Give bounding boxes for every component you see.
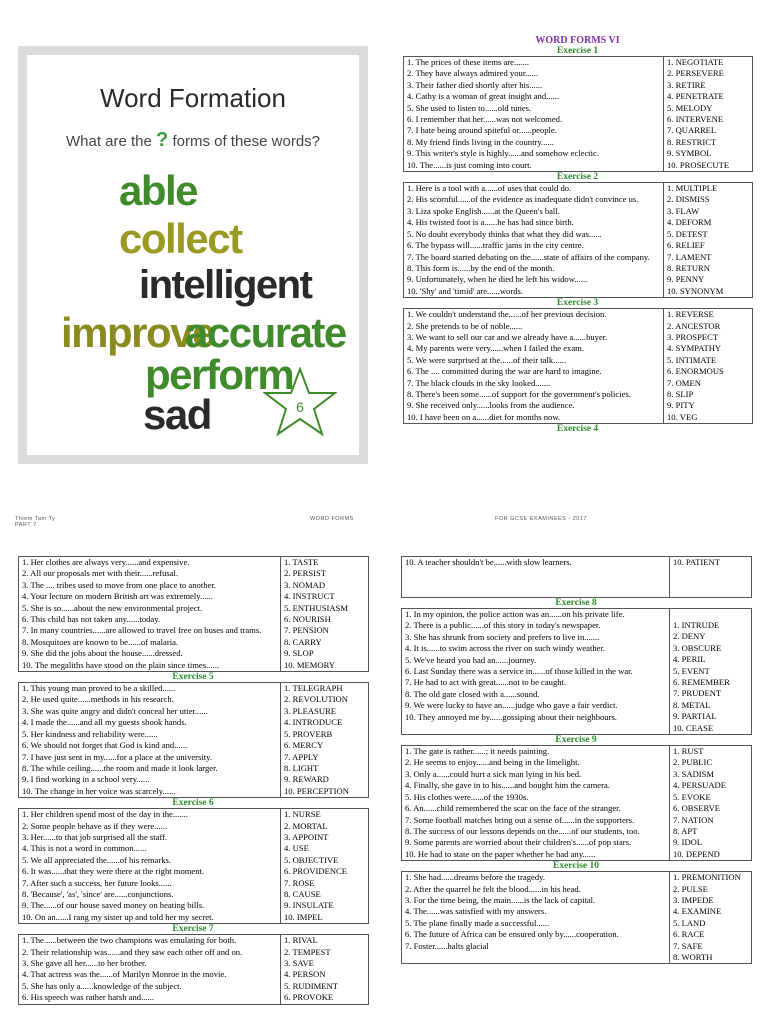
exercise-heading: Exercise 2 <box>556 172 599 183</box>
answer-word: 4. SYMPATHY <box>667 343 722 354</box>
question-item: 10. The change in her voice was scarcely...... <box>22 785 176 796</box>
exercise-table <box>401 556 752 598</box>
exercise-table <box>18 556 369 672</box>
answer-word: 5. LAND <box>673 917 706 928</box>
question-item: 7. He had to act with great......not to be caught. <box>405 677 567 688</box>
answer-word: 6. ENORMOUS <box>667 366 724 377</box>
question-item: 6. I remember that her......was not welcomed. <box>407 114 563 125</box>
question-item: 4. Finally, she gave in to his......and bought him the camera. <box>405 780 610 791</box>
answer-word: 2. PERSIST <box>284 568 327 579</box>
exercise-table <box>403 308 753 424</box>
question-item: 1. Here is a tool with a......of uses that could do. <box>407 183 572 194</box>
answer-cell <box>281 809 369 924</box>
question-item: 9. We were lucky to have an......judge who gave a fair verdict. <box>405 700 618 711</box>
question-item: 6. The bypass will......traffic jams in the city centre. <box>407 240 584 251</box>
answer-word: 4. DEFORM <box>667 217 712 228</box>
answer-cell <box>281 683 369 798</box>
exercise-table <box>18 934 369 1004</box>
question-item: 7. Some football matches bring out a sense of......in the supporters. <box>405 814 635 825</box>
question-item: 3. The .... tribes used to move from one place to another. <box>22 579 216 590</box>
answer-word: 2. TEMPEST <box>284 946 331 957</box>
answer-word: 10. PERCEPTION <box>284 785 349 796</box>
answer-word: 8. RESTRICT <box>667 136 717 147</box>
answer-word: 10. MEMORY <box>284 659 336 670</box>
star-icon <box>263 367 337 437</box>
footer-center: WORD FORMS <box>310 516 354 522</box>
question-item: 6. An......child remembered the scar on the face of the stranger. <box>405 803 621 814</box>
answer-cell <box>664 309 753 424</box>
question-item: 5. His clothes were......of the 1930s. <box>405 791 529 802</box>
answer-cell <box>670 746 752 861</box>
question-item: 7. The board started debating on the......state of affairs of the company. <box>407 251 650 262</box>
question-item: 1. In my opinion, the police action was an......on his private life. <box>405 609 625 619</box>
question-cell <box>404 309 664 424</box>
question-item: 6. His speech was rather harsh and...... <box>22 992 154 1003</box>
worksheet-top-right <box>403 35 752 434</box>
answer-word: 5. PROVERB <box>284 728 333 739</box>
answer-word: 4. PERSON <box>284 969 326 980</box>
question-item: 7. I hate being around spiteful or......people. <box>407 125 557 136</box>
answer-word: 5. ENTHUSIASM <box>284 602 348 613</box>
cover-word-improve: improve <box>61 309 214 356</box>
question-item: 3. She was quite angry and didn't conceal her utter...... <box>22 705 208 716</box>
question-mark-icon: ? <box>156 129 169 151</box>
question-item: 10. A teacher shouldn't be......with slow learners. <box>405 557 572 567</box>
answer-word: 1. RIVAL <box>284 935 318 946</box>
answer-word: 3. SAVE <box>284 958 314 968</box>
answer-word: 7. OMEN <box>667 377 701 388</box>
exercise-heading: Exercise 9 <box>555 735 597 746</box>
cover-word-able: able <box>119 167 198 214</box>
question-item: 2. He used quite......methods in his research. <box>22 694 174 705</box>
question-item: 1. We couldn't understand the......of her previous decision. <box>407 309 607 320</box>
answer-cell <box>670 609 752 735</box>
question-item: 5. We were surprised at the......of their talk...... <box>407 354 567 365</box>
worksheet-bottom-right <box>401 556 751 964</box>
answer-word: 6. REMEMBER <box>673 677 730 688</box>
answer-word: 2. PULSE <box>673 883 708 894</box>
answer-word: 8. CAUSE <box>284 888 321 899</box>
question-item: 1. The prices of these items are....... <box>407 57 530 67</box>
question-cell <box>404 57 664 172</box>
answer-word: 9. REWARD <box>284 774 329 785</box>
question-item: 5. The plane finally made a successful...... <box>405 917 550 928</box>
question-item: 10. 'Shy' and 'timid' are......words. <box>407 285 523 296</box>
question-item: 9. She received only......looks from the audience. <box>407 400 575 411</box>
question-item: 9. I find working in a school very...... <box>22 774 150 785</box>
answer-cell <box>281 557 369 672</box>
answer-word: 6. MERCY <box>284 740 324 751</box>
question-item: 6. The future of Africa can be ensured only by......cooperation. <box>405 929 619 940</box>
question-item: 8. There's been some......of support for the government's policies. <box>407 388 631 399</box>
question-cell <box>402 557 670 598</box>
question-item: 4. My parents were very......when I failed the exam. <box>407 343 584 354</box>
exercise-group-bottom-right <box>401 556 751 964</box>
question-item: 4. That actress was the......of Marilyn Monroe in the movie. <box>22 969 227 980</box>
question-item: 6. This child has not taken any......today. <box>22 614 161 625</box>
question-cell <box>402 746 670 861</box>
answer-word: 4. PERIL <box>673 654 706 665</box>
answer-word: 2. DISMISS <box>667 194 710 205</box>
exercise-table <box>401 745 752 861</box>
question-item: 4. This is not a word in common...... <box>22 843 147 854</box>
answer-cell <box>670 557 752 598</box>
question-cell <box>19 809 281 924</box>
answer-word: 8. RETURN <box>667 262 710 273</box>
answer-word: 8. CARRY <box>284 636 322 647</box>
answer-word: 2. PUBLIC <box>673 757 713 768</box>
question-item: 9. Some parents are worried about their children's......of pop stars. <box>405 837 632 848</box>
answer-word: 1. NURSE <box>284 809 321 820</box>
question-item: 3. Their father died shortly after his...... <box>407 79 543 90</box>
exercise-heading-4: Exercise 4 <box>556 424 599 435</box>
answer-word: 2. DENY <box>673 631 706 642</box>
question-item: 5. Her kindness and reliability were...... <box>22 728 158 739</box>
answer-cell <box>670 872 752 964</box>
question-item: 7. After such a success, her future looks...... <box>22 877 172 888</box>
answer-word: 3. SADISM <box>673 768 715 779</box>
exercise-heading: Exercise 6 <box>172 798 214 809</box>
cover-word-perform: perform <box>145 351 294 398</box>
answer-word: 10. PATIENT <box>673 557 720 567</box>
question-item: 5. She has only a......knowledge of the subject. <box>22 980 182 991</box>
answer-word: 1. PREMONITION <box>673 872 741 883</box>
answer-word: 7. ROSE <box>284 877 315 888</box>
question-item: 6. The .... committed during the war are hard to imagine. <box>407 366 602 377</box>
answer-word: 8. WORTH <box>673 951 713 962</box>
answer-word: 4. PENETRATE <box>667 91 724 102</box>
answer-word: 5. INTIMATE <box>667 354 717 365</box>
question-item: 8. My friend finds living in the country...... <box>407 136 554 147</box>
question-item: 8. The success of our lessons depends on the......of our students, too. <box>405 825 640 836</box>
answer-word: 1. TASTE <box>284 557 319 567</box>
question-item: 2. There is a public......of this story in today's newspaper. <box>405 620 601 631</box>
answer-word: 4. INSTRUCT <box>284 591 335 602</box>
answer-word: 5. MELODY <box>667 102 713 113</box>
question-item: 4. The......was satisfied with my answers. <box>405 906 547 917</box>
answer-word: 1. RUST <box>673 746 704 757</box>
answer-word: 10. DEPEND <box>673 848 720 859</box>
answer-word: 3. NOMAD <box>284 579 326 590</box>
question-item: 6. It was......that they were there at the right moment. <box>22 866 205 877</box>
answer-word: 5. OBJECTIVE <box>284 854 339 865</box>
answer-word: 1. NEGOTIATE <box>667 57 724 67</box>
question-item: 2. They have always admired your...... <box>407 68 539 79</box>
question-item: 2. She pretends to be of noble...... <box>407 320 523 331</box>
answer-word: 10. VEG <box>667 411 698 422</box>
answer-word: 3. OBSCURE <box>673 642 722 653</box>
question-item: 7. Foster......halts glacial <box>405 940 489 951</box>
question-item: 3. She has shrunk from society and prefers to live in....... <box>405 631 600 642</box>
cover-image <box>18 46 368 464</box>
answer-word: 8. APT <box>673 825 698 836</box>
question-item: 2. After the quarrel he felt the blood......in his head. <box>405 883 581 894</box>
answer-word: 4. USE <box>284 843 309 854</box>
question-item: 3. We want to sell our car and we already have a......buyer. <box>407 331 608 342</box>
question-item: 2. Their relationship was......and they saw each other off and on. <box>22 946 243 957</box>
question-item: 10. The......is just coming into court. <box>407 159 532 170</box>
question-item: 10. On an......I rang my sister up and told her my secret. <box>22 911 214 922</box>
answer-word: 6. INTERVENE <box>667 114 724 125</box>
cover-subtitle-suffix: forms of these words? <box>172 133 320 150</box>
answer-cell <box>664 183 753 298</box>
cover-word-accurate: accurate <box>185 309 346 356</box>
question-item: 9. The......of our house saved money on heating bills. <box>22 900 205 911</box>
answer-word: 6. RELIEF <box>667 240 705 251</box>
cover-word-collect: collect <box>119 215 242 262</box>
question-item: 10. They annoyed me by......gossiping about their neighbours. <box>405 711 617 722</box>
question-item: 8. 'Because', 'as', 'since' are......conjunctions. <box>22 888 174 899</box>
exercise-table <box>403 182 753 298</box>
question-item: 3. Her......to that job surprised all the staff. <box>22 831 168 842</box>
answer-word: 9. PITY <box>667 400 695 411</box>
answer-word: 9. INSULATE <box>284 900 334 911</box>
question-item: 3. She gave all her......to her brother. <box>22 958 147 968</box>
answer-word: 3. PLEASURE <box>284 705 337 716</box>
answer-word: 1. TELEGRAPH <box>284 683 343 694</box>
question-item: 7. I have just sent in my......for a place at the university. <box>22 751 213 762</box>
question-item: 1. The gate is rather......; it needs painting. <box>405 746 550 757</box>
exercise-table <box>18 808 369 924</box>
answer-word: 7. APPLY <box>284 751 319 762</box>
cover-subtitle-prefix: What are the <box>65 133 152 150</box>
question-item: 4. I made the......and all my guests shook hands. <box>22 717 187 728</box>
question-item: 3. Only a......could hurt a sick man lying in his bed. <box>405 768 582 779</box>
exercise-heading: Exercise 1 <box>556 46 599 56</box>
question-item: 9. She did the jobs about the house......dressed. <box>22 648 183 659</box>
answer-word: 7. PRUDENT <box>673 688 722 699</box>
answer-word: 9. SYMBOL <box>667 148 712 159</box>
answer-word: 9. PENNY <box>667 274 705 285</box>
question-item: 2. All our proposals met with their......refusal. <box>22 568 179 579</box>
star-number: 6 <box>296 399 304 415</box>
cover-title: Word Formation <box>100 83 286 113</box>
answer-word: 10. SYNONYM <box>667 285 724 296</box>
worksheet-title: WORD FORMS VI <box>535 35 620 46</box>
answer-word: 2. ANCESTOR <box>667 320 721 331</box>
answer-word: 9. PARTIAL <box>673 711 717 722</box>
question-item: 8. The while ceiling......the room and made it look larger. <box>22 762 218 773</box>
exercise-heading: Exercise 3 <box>556 298 599 309</box>
question-item: 1. Her clothes are always very......and expensive. <box>22 557 190 567</box>
exercise-table <box>401 871 752 964</box>
question-item: 4. Cathy is a woman of great insight and...... <box>407 91 560 102</box>
answer-word: 9. SLOP <box>284 648 314 659</box>
cover-subtitle <box>27 129 359 152</box>
footer-part: PART 7 <box>15 522 37 528</box>
question-item: 4. Your lecture on modern British art was extremely...... <box>22 591 213 602</box>
answer-word: 2. MORTAL <box>284 820 328 831</box>
worksheet-bottom-left <box>18 556 368 1005</box>
answer-word: 6. RACE <box>673 929 705 940</box>
question-item: 8. The old gate closed with a......sound. <box>405 688 540 699</box>
question-item: 10. The megaliths have stood on the plain since times...... <box>22 659 219 670</box>
answer-word: 8. SLIP <box>667 388 694 399</box>
exercise-group-bottom-left <box>18 556 368 1005</box>
question-cell <box>402 609 670 735</box>
question-item: 1. She had......dreams before the tragedy. <box>405 872 545 883</box>
question-item: 1. Her children spend most of the day in the....... <box>22 809 188 820</box>
question-item: 8. Mosquitoes are known to be......of malaria. <box>22 636 179 647</box>
exercise-heading: Exercise 5 <box>172 672 214 683</box>
exercise-heading: Exercise 10 <box>553 861 599 872</box>
exercise-table <box>18 682 369 798</box>
question-cell <box>19 935 281 1004</box>
question-cell <box>19 683 281 798</box>
answer-word: 3. IMPEDE <box>673 894 714 905</box>
answer-cell <box>664 57 753 172</box>
exercise-table <box>401 608 752 735</box>
answer-word: 7. QUARREL <box>667 125 717 136</box>
answer-word: 8. LIGHT <box>284 762 319 773</box>
question-item: 6. We should not forget that God is kind and...... <box>22 740 188 751</box>
question-item: 9. This writer's style is highly......and somehow eclectic. <box>407 148 600 159</box>
answer-word: 3. PROSPECT <box>667 331 719 342</box>
answer-word: 1. MULTIPLE <box>667 183 718 194</box>
question-item: 5. She used to listen to......old tunes. <box>407 102 532 113</box>
question-item: 5. She is so......about the new environmental project. <box>22 602 203 613</box>
answer-word: 8. METAL <box>673 699 711 710</box>
question-item: 7. In many countries......are allowed to travel free on buses and trams. <box>22 625 262 636</box>
question-item: 5. No doubt everybody thinks that what they did was...... <box>407 228 602 239</box>
question-item: 3. For the time being, the main......is the lack of capital. <box>405 894 596 905</box>
question-cell <box>402 872 670 964</box>
answer-word: 7. NATION <box>673 814 714 825</box>
question-item: 4. His twisted foot is a......he has had since birth. <box>407 217 574 228</box>
answer-word: 5. DETEST <box>667 228 708 239</box>
answer-word: 6. PROVIDENCE <box>284 866 348 877</box>
answer-word: 1. INTRUDE <box>673 620 720 630</box>
question-item: 7. The black clouds in the sky looked....... <box>407 377 551 388</box>
answer-word: 5. EVOKE <box>673 791 711 802</box>
answer-word: 4. INTRODUCE <box>284 717 343 728</box>
answer-word: 9. IDOL <box>673 837 703 848</box>
question-item: 8. This form is......by the end of the month. <box>407 262 555 273</box>
answer-word: 4. EXAMINE <box>673 906 722 917</box>
question-item: 3. Liza spoke English......at the Queen's ball. <box>407 205 560 216</box>
answer-word: 10. IMPEL <box>284 911 323 922</box>
cover-word-intelligent: intelligent <box>139 263 312 307</box>
answer-word: 6. OBSERVE <box>673 803 721 814</box>
question-item: 6. Last Sunday there was a service in......of those killed in the war. <box>405 666 633 677</box>
answer-cell <box>281 935 369 1004</box>
footer-left <box>15 516 55 528</box>
answer-word: 1. REVERSE <box>667 309 714 320</box>
question-item: 9. Unfortunately, when he died he left his widow...... <box>407 274 588 285</box>
answer-word: 3. RETIRE <box>667 79 706 90</box>
answer-word: 10. CEASE <box>673 722 714 733</box>
question-item: 5. We all appreciated the......of his remarks. <box>22 854 172 865</box>
answer-word: 6. NOURISH <box>284 614 331 625</box>
cover-word-sad: sad <box>143 391 211 438</box>
answer-word: 7. LAMENT <box>667 251 712 262</box>
answer-word: 4. PERSUADE <box>673 780 727 791</box>
answer-word: 5. RUDIMENT <box>284 980 338 991</box>
cover-card <box>27 55 359 455</box>
exercise-table <box>403 56 753 172</box>
question-item: 2. His scornful......of the evidence as inadequate didn't convince us. <box>407 194 639 205</box>
question-item: 5. We've heard you had an......journey. <box>405 654 537 665</box>
question-cell <box>19 557 281 672</box>
answer-word: 3. APPOINT <box>284 831 329 842</box>
answer-word: 10. PROSECUTE <box>667 159 730 170</box>
answer-word: 2. REVOLUTION <box>284 694 348 705</box>
question-item: 10. I have been on a......diet for months now. <box>407 411 561 422</box>
question-item: 4. It is......to swim across the river on such windy weather. <box>405 643 606 654</box>
question-item: 2. Some people behave as if they were...... <box>22 820 168 831</box>
question-cell <box>404 183 664 298</box>
answer-word: 3. FLAW <box>667 205 700 216</box>
answer-word: 7. PENSION <box>284 625 329 636</box>
answer-word: 5. EVENT <box>673 665 710 676</box>
answer-word: 6. PROVOKE <box>284 992 334 1003</box>
question-item: 1. The......between the two champions was emulating for both. <box>22 935 237 946</box>
exercise-heading: Exercise 8 <box>555 598 597 608</box>
question-item: 10. He had to state on the paper whether he had any...... <box>405 848 596 859</box>
answer-word: 2. PERSEVERE <box>667 68 724 79</box>
exercise-heading: Exercise 7 <box>172 924 214 935</box>
footer-author: Thiem Tam Ty <box>15 516 56 522</box>
question-item: 1. This young man proved to be a skilled...... <box>22 683 176 694</box>
footer-right: FOR GCSE EXAMINEES - 2017 <box>495 516 587 522</box>
question-item: 2. He seems to enjoy......and being in the limelight. <box>405 757 580 768</box>
answer-word: 7. SAFE <box>673 940 703 951</box>
exercise-group-top-right <box>403 46 752 424</box>
